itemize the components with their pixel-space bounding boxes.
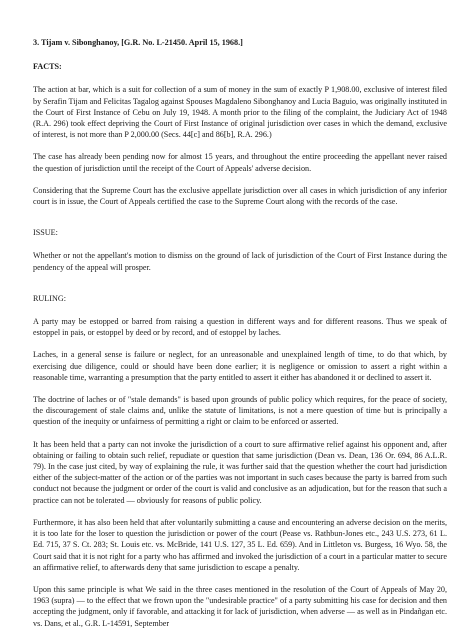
- ruling-paragraph: It has been held that a party can not invoke the jurisdiction of a court to sure affirmative relief against his opponent and, after obtaining or failing to obtain such relief, repudiate or question that same jurisdiction (Dean vs. Dean, 136 Or. 694, 86 A.L.R. 79). In the case just cited, by way of explaining the rule, it was further said that the question whether the court had jurisdiction either of the subject-matter of the action or of the parties was not important in such cases because the party is barred from such conduct not because the judgment or order of the court is valid and conclusive as an adjudication, but for the reason that such a practice can not be tolerated — obviously for reasons of public policy.: [33, 439, 447, 505]
- ruling-paragraph: Upon this same principle is what We said in the three cases mentioned in the resolution of the Court of Appeals of May 20, 1963 (supra) — to the effect that we frown upon the "undesirable practice" of a party submitting his case for decision and then accepting the judgment, only if favorable, and attacking it for lack of jurisdiction, when adverse — as well as in Pindañgan etc. vs. Dans, et al., G.R. L-14591, September: [33, 584, 447, 628]
- ruling-paragraph: Furthermore, it has also been held that after voluntarily submitting a cause and encountering an adverse decision on the merits, it is too late for the loser to question the jurisdiction or power of the court (Pease vs. Rathbun-Jones etc., 243 U.S. 273, 61 L. Ed. 715, 37 S. Ct. 283; St. Louis etc. vs. McBride, 141 U.S. 127, 35 L. Ed. 659). And in Littleton vs. Burgess, 16 Wyo. 58, the Court said that it is not right for a party who has affirmed and invoked the jurisdiction of a court in a particular matter to secure an affirmative relief, to afterwards deny that same jurisdiction to escape a penalty.: [33, 517, 447, 572]
- facts-paragraph: The case has already been pending now for almost 15 years, and throughout the entire proceeding the appellant never raised the question of jurisdiction until the receipt of the Court of Appeals' adverse decision.: [33, 152, 447, 173]
- issue-paragraph: Whether or not the appellant's motion to dismiss on the ground of lack of jurisdiction of the Court of First Instance during the pendency of the appeal will prosper.: [33, 251, 447, 272]
- case-title: 3. Tijam v. Sibonghanoy, [G.R. No. L-21450. April 15, 1968.]: [33, 38, 243, 47]
- issue-heading: ISSUE:: [33, 228, 58, 238]
- ruling-paragraph: A party may be estopped or barred from raising a question in different ways and for different reasons. Thus we speak of estoppel in pais, or estoppel by deed or by record, and of estoppel by laches.: [33, 317, 447, 338]
- ruling-paragraph: The doctrine of laches or of "stale demands" is based upon grounds of public policy which requires, for the peace of society, the discouragement of stale claims and, unlike the statute of limitations, is not a mere question of time but is principally a question of the inequity or unfairness of permitting a right or claim to be enforced or asserted.: [33, 395, 447, 427]
- ruling-paragraph: Laches, in a general sense is failure or neglect, for an unreasonable and unexplained length of time, to do that which, by exercising due diligence, could or should have been done earlier; it is negligence or omission to assert a right within a reasonable time, warranting a presumption that the party entitled to assert it either has abandoned it or declined to assert it.: [33, 350, 447, 382]
- ruling-heading: RULING:: [33, 293, 66, 303]
- facts-heading: FACTS:: [33, 62, 62, 72]
- facts-paragraph: Considering that the Supreme Court has the exclusive appellate jurisdiction over all cases in which jurisdiction of any inferior court is in issue, the Court of Appeals certified the case to the Supreme Court along with the records of the case.: [33, 185, 447, 207]
- facts-paragraph: The action at bar, which is a suit for collection of a sum of money in the sum of exactly P 1,908.00, exclusive of interest filed by Serafin Tijam and Felicitas Tagalog against Spouses Magdaleno Sibonghanoy and Lucia Baguio, was originally instituted in the Court of First Instance of Cebu on July 19, 1948. A month prior to the filing of the complaint, the Judiciary Act of 1948 (R.A. 296) took effect depriving the Court of First Instance of original jurisdiction over cases in which the demand, exclusive of interest, is not more than P 2,000.00 (Secs. 44[c] and 86[b], R.A. 296.): [33, 85, 447, 140]
